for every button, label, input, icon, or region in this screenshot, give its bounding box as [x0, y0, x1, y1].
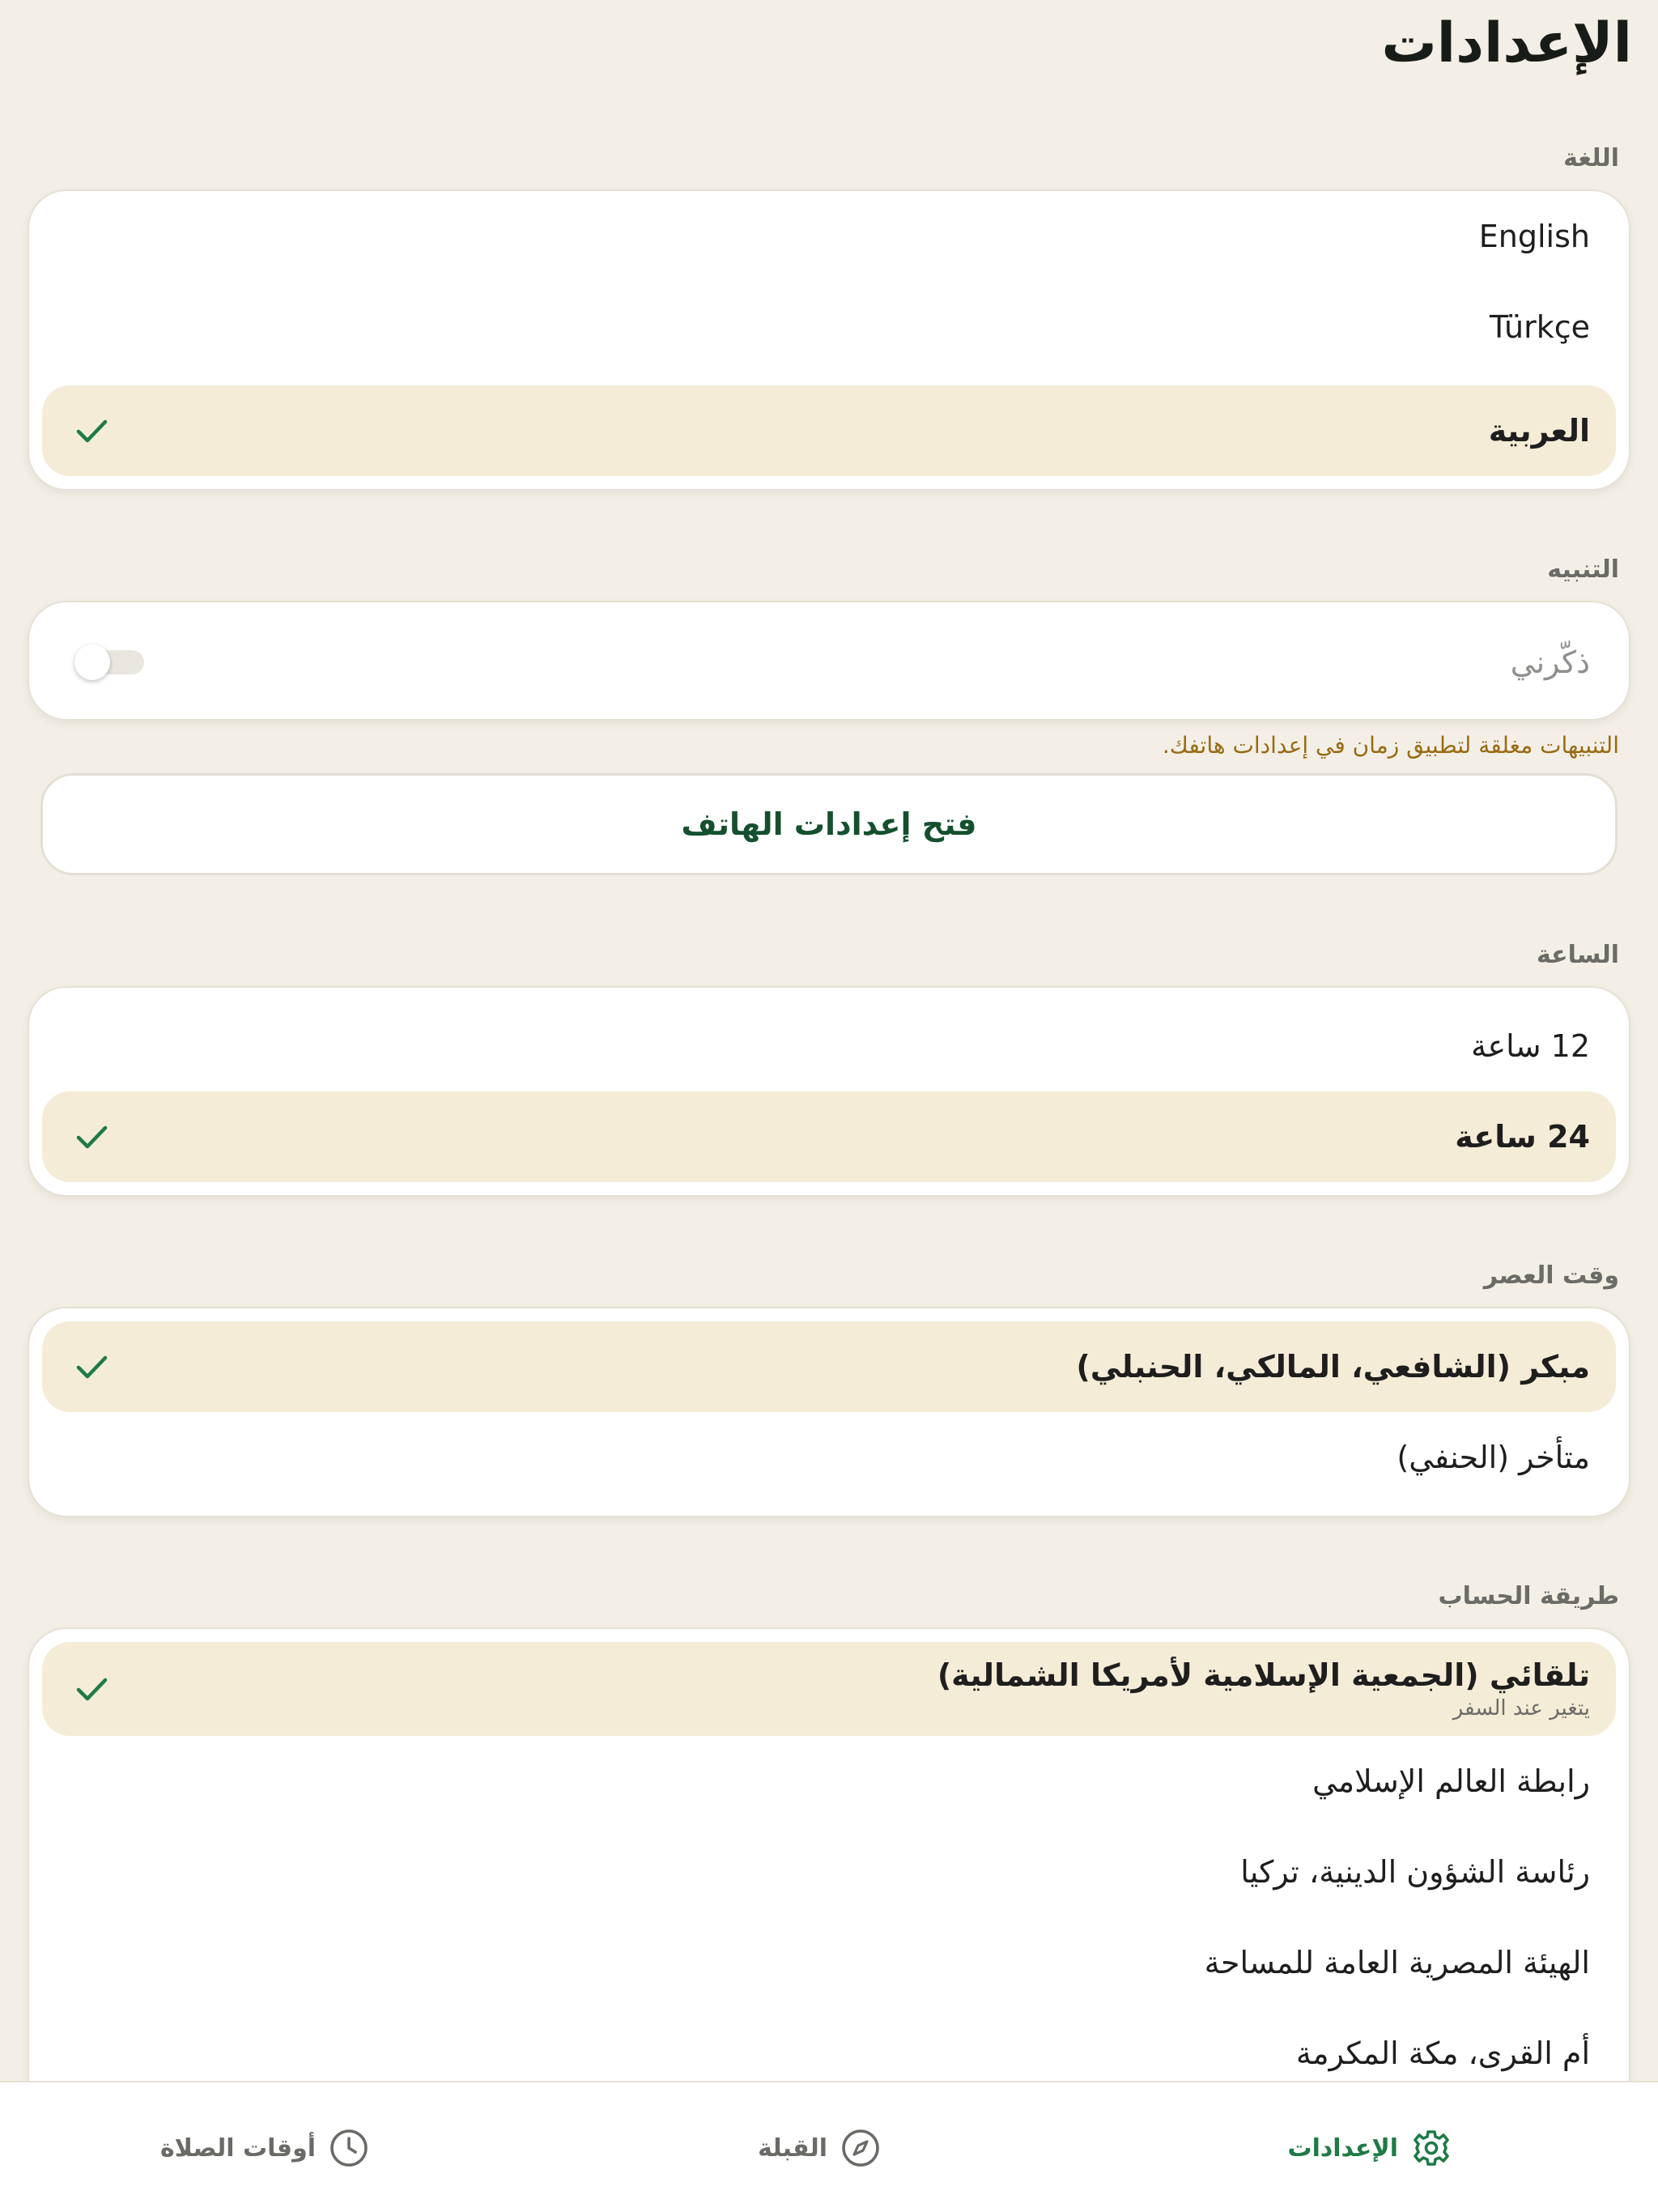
method-auto-text [937, 1657, 1590, 1721]
checkmark-icon [71, 410, 112, 451]
option-label: رابطة العالم الإسلامي [1312, 1763, 1590, 1799]
language-card [28, 189, 1630, 491]
remind-me-toggle[interactable] [78, 650, 144, 674]
language-option-arabic[interactable] [42, 385, 1616, 476]
remind-me-row [42, 617, 1616, 708]
section-label-alert: التنبيه [1547, 555, 1619, 584]
option-label: رئاسة الشؤون الدينية، تركيا [1240, 1854, 1590, 1890]
clock-icon [329, 2128, 369, 2168]
notifications-off-warning: التنبيهات مغلقة لتطبيق زمان في إعدادات هاتفك. [1162, 732, 1619, 759]
clock-option-24h[interactable] [42, 1091, 1616, 1182]
page-title: الإعدادات [1381, 11, 1632, 75]
section-label-language: اللغة [1563, 144, 1619, 172]
option-label: تلقائي (الجمعية الإسلامية لأمريكا الشمالية) [937, 1657, 1590, 1693]
clock-option-12h[interactable] [42, 1001, 1616, 1091]
method-option-egypt[interactable] [42, 1917, 1616, 2008]
checkmark-icon [71, 1117, 112, 1157]
tab-label: الإعدادات [1287, 2133, 1398, 2163]
tab-settings[interactable] [1287, 2082, 1452, 2212]
method-option-umm-al-qura[interactable] [42, 2008, 1616, 2081]
section-label-method: طريقة الحساب [1438, 1582, 1619, 1610]
option-label: العربية [1488, 413, 1590, 449]
remind-me-label: ذكّرني [1510, 644, 1590, 680]
clock-card [28, 986, 1630, 1197]
option-label: English [1478, 219, 1590, 254]
alert-card [28, 601, 1630, 721]
method-option-auto[interactable] [42, 1642, 1616, 1736]
method-option-mwl[interactable] [42, 1736, 1616, 1827]
option-label: 24 ساعة [1455, 1119, 1590, 1155]
method-card [28, 1627, 1630, 2081]
checkmark-icon [71, 1346, 112, 1387]
tab-qibla[interactable] [758, 2082, 881, 2212]
section-label-asr: وقت العصر [1483, 1261, 1619, 1290]
asr-option-early[interactable] [42, 1321, 1616, 1412]
asr-option-late[interactable] [42, 1412, 1616, 1503]
checkmark-icon [71, 1669, 112, 1709]
option-label: مبكر (الشافعي، المالكي، الحنبلي) [1076, 1349, 1590, 1385]
option-label: 12 ساعة [1471, 1028, 1590, 1064]
language-option-turkish[interactable] [42, 282, 1616, 372]
asr-card [28, 1307, 1630, 1517]
section-label-clock: الساعة [1536, 941, 1619, 969]
language-option-english[interactable] [42, 191, 1616, 282]
tab-label: القبلة [758, 2133, 827, 2163]
option-label: أم القرى، مكة المكرمة [1295, 2035, 1590, 2071]
option-label: الهيئة المصرية العامة للمساحة [1204, 1945, 1590, 1980]
method-option-diyanet[interactable] [42, 1827, 1616, 1917]
compass-icon [840, 2128, 881, 2168]
tab-prayer-times[interactable] [160, 2082, 369, 2212]
option-label: Türkçe [1490, 309, 1590, 345]
bottom-tab-bar [0, 2081, 1658, 2212]
open-phone-settings-button[interactable]: فتح إعدادات الهاتف [40, 773, 1618, 875]
tab-label: أوقات الصلاة [159, 2133, 316, 2163]
option-sublabel: يتغير عند السفر [1452, 1696, 1590, 1721]
toggle-knob [74, 644, 110, 680]
option-label: متأخر (الحنفي) [1397, 1440, 1590, 1475]
gear-icon [1411, 2128, 1452, 2168]
